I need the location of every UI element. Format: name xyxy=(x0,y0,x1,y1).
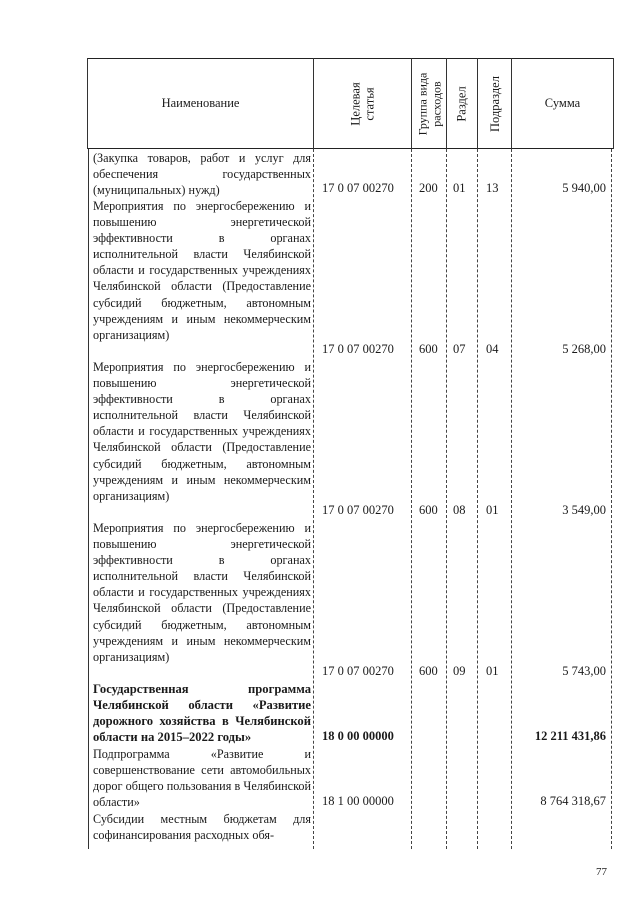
row-section: 08 xyxy=(453,503,466,517)
row-target-code: 18 0 00 00000 xyxy=(322,729,394,743)
row-sum: 8 764 318,67 xyxy=(540,794,606,808)
header-expense-group: Группа вида расходов xyxy=(415,72,443,135)
column-divider xyxy=(611,149,612,849)
column-divider xyxy=(88,149,89,849)
row-sum: 12 211 431,86 xyxy=(534,729,606,743)
row-subsection: 13 xyxy=(486,181,499,195)
header-subsection: Подраздел xyxy=(487,75,502,132)
row-section: 07 xyxy=(453,342,466,356)
row-sum: 5 940,00 xyxy=(562,181,606,195)
row-subsection: 04 xyxy=(486,342,499,356)
row-section: 09 xyxy=(453,664,466,678)
column-divider xyxy=(477,149,478,849)
row-group: 200 xyxy=(419,181,438,195)
row-name: Мероприятия по энергосбережению и повышению энергетической эффективности в органах исполнительной власти Челябинской области и государственных учреждениях Челябинской области (Предоставление субсидий бюджетным, автономным учреждениям и иным некоммерческим организациям) xyxy=(93,360,311,503)
row-subsection: 01 xyxy=(486,664,499,678)
page-number: 77 xyxy=(596,866,607,878)
row-name: Мероприятия по энергосбережению и повышению энергетической эффективности в органах исполнительной власти Челябинской области и государственных учреждениях Челябинской области (Предоставление субсидий бюджетным, автономным учреждениям и иным некоммерческим организациям) xyxy=(93,521,311,664)
header-target-article: Целевая статья xyxy=(348,81,377,126)
row-sum: 5 743,00 xyxy=(562,664,606,678)
row-name: Государственная программа Челябинской области «Развитие дорожного хозяйства в Челябинской области на 2015–2022 годы» xyxy=(93,682,311,745)
row-group: 600 xyxy=(419,664,438,678)
row-group: 600 xyxy=(419,503,438,517)
row-sum: 3 549,00 xyxy=(562,503,606,517)
row-section: 01 xyxy=(453,181,466,195)
row-target-code: 17 0 07 00270 xyxy=(322,181,394,195)
row-sum: 5 268,00 xyxy=(562,342,606,356)
column-divider xyxy=(313,149,314,849)
header-section: Раздел xyxy=(455,85,470,122)
column-divider xyxy=(446,149,447,849)
row-name: Подпрограмма «Развитие и совершенствование сети автомобильных дорог общего пользования в Челябинской области» xyxy=(93,747,311,810)
row-name: (Закупка товаров, работ и услуг для обеспечения государственных (муниципальных) нужд) xyxy=(93,151,311,198)
header-divider xyxy=(613,58,614,149)
row-subsection: 01 xyxy=(486,503,499,517)
row-group: 600 xyxy=(419,342,438,356)
column-divider xyxy=(511,149,512,849)
row-target-code: 17 0 07 00270 xyxy=(322,342,394,356)
row-name: Субсидии местным бюджетам для софинансирования расходных обя- xyxy=(93,812,311,843)
row-target-code: 17 0 07 00270 xyxy=(322,664,394,678)
column-divider xyxy=(411,149,412,849)
row-target-code: 17 0 07 00270 xyxy=(322,503,394,517)
row-name: Мероприятия по энергосбережению и повышению энергетической эффективности в органах исполнительной власти Челябинской области и государственных учреждениях Челябинской области (Предоставление субсидий бюджетным, автономным учреждениям и иным некоммерческим организациям) xyxy=(93,199,311,342)
header-name: Наименование xyxy=(161,96,240,110)
row-target-code: 18 1 00 00000 xyxy=(322,794,394,808)
header-sum: Сумма xyxy=(544,96,581,110)
